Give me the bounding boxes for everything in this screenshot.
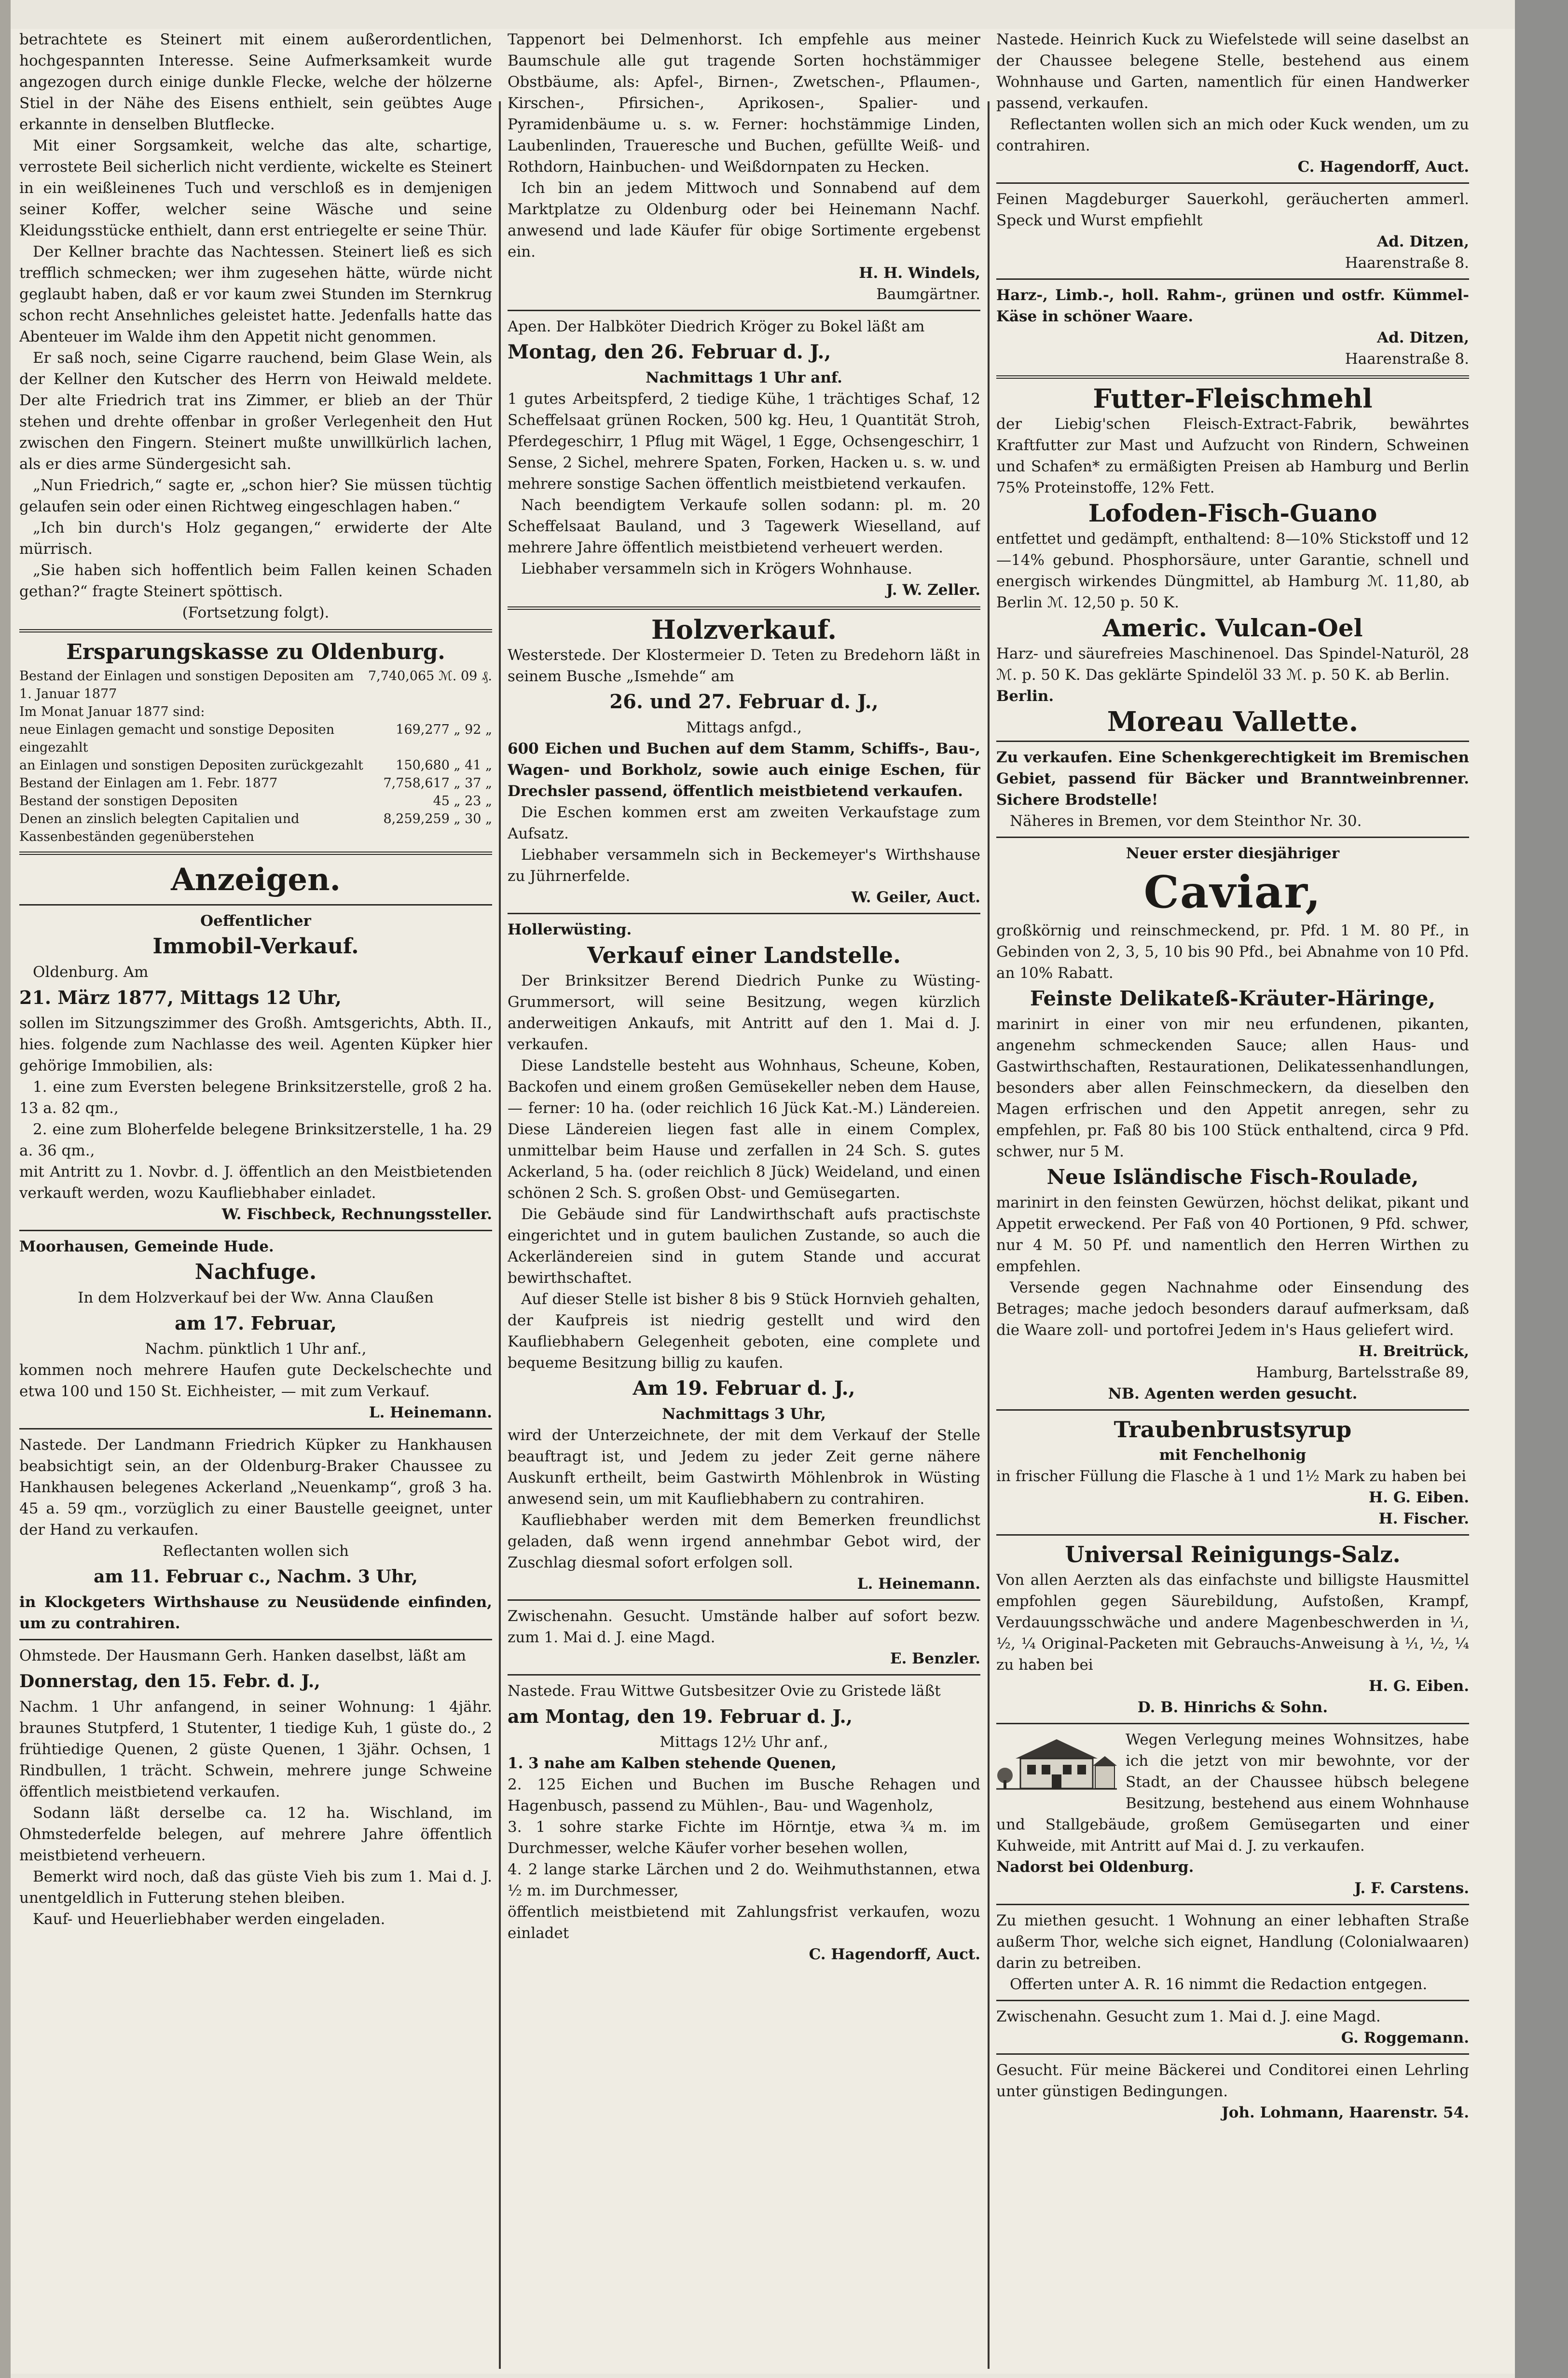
ad-zwischenahn-roggemann: [996, 2006, 1469, 2048]
divider: [996, 182, 1469, 184]
ad-text: Offerten unter A. R. 16 nimmt die Redaction entgegen.: [1010, 1976, 1428, 1993]
ad-text: Ich bin an jedem Mittwoch und Sonnabend auf dem Marktplatze zu Oldenburg oder bei Heinemann Nachf. anwesend und lade Käufer für obige Sortimente ergebenst ein.: [508, 179, 980, 261]
ad-signature: L. Heinemann.: [857, 1575, 980, 1593]
ad-title: Holzverkauf.: [651, 614, 837, 645]
ad-zwischenahn-benzler: [508, 1606, 980, 1669]
ad-traubenbrustsyrup: [996, 1416, 1469, 1529]
scan-right-margin: [1515, 0, 1568, 2378]
column-2: [508, 29, 980, 2359]
story-paragraph: betrachtete es Steinert mit einem außerordentlichen, hochgespannten Interesse. Seine Aufmerksamkeit wurde angezogen durch einige dunkle Flecke, welche der hölzerne Stiel in der Nähe des Eisens enthielt, sein geübtes Auge erkannte in denselben Blutflecke.: [19, 31, 492, 133]
ad-text: in frischer Füllung die Flasche à 1 und 1½ Mark zu haben bei: [996, 1468, 1466, 1485]
ad-signature: H. Fischer.: [1378, 1510, 1469, 1527]
ad-firm-name: D. B. Hinrichs & Sohn.: [1137, 1699, 1328, 1716]
ad-signature: H. G. Eiben.: [1369, 1489, 1469, 1506]
ad-carstens-house: [996, 1729, 1469, 1899]
ad-signature-title: Baumgärtner.: [876, 286, 980, 303]
ad-list-item: 1. 3 nahe am Kalben stehende Quenen,: [508, 1755, 837, 1772]
ad-text: Tappenort bei Delmenhorst. Ich empfehle aus meiner Baumschule alle gut tragende Sorten hochstämmiger Obstbäume, als: Apfel-, Birnen-, Zwetschen-, Pflaumen-, Kirschen-, Pfirsichen-, Aprikosen-, Spalier- und Pyramidenbäume u. s. w. Ferner: hochstämmige Linden, Laubenlinden, Traueresche und Buchen, gefüllte Weiß- und Rothdorn, Hainbuchen- und Weißdornpaten zu Hecken.: [508, 31, 980, 176]
ad-pretitle: Oeffentlicher: [200, 912, 311, 930]
divider: [19, 1230, 492, 1231]
ad-nachfuge: [19, 1236, 492, 1423]
ad-time: Mittags anfgd.,: [686, 719, 802, 736]
row-value: 8,259,259 „ 30 „: [383, 811, 492, 826]
ad-list-item: 4. 2 lange starke Lärchen und 2 do. Weihmuthstannen, etwa ½ m. im Durchmesser,: [508, 1861, 980, 1899]
divider: [508, 310, 980, 311]
ad-text: Zu miethen gesucht. 1 Wohnung an einer lebhaften Straße außerm Thor, welche sich eignet, Handlung (Colonialwaaren) darin zu betreiben.: [996, 1912, 1469, 1972]
ad-landstelle: [508, 919, 980, 1594]
row-label: neue Einlagen gemacht und sonstige Depositen eingezahlt: [19, 722, 335, 755]
divider: [996, 1723, 1469, 1724]
ad-signature: Joh. Lohmann, Haarenstr. 54.: [1222, 2104, 1469, 2121]
ad-text: Reflectanten wollen sich an mich oder Kuck wenden, um zu contrahiren.: [996, 116, 1469, 154]
ad-signature: C. Hagendorff, Auct.: [1297, 158, 1469, 176]
ad-text: marinirt in einer von mir neu erfundenen, pikanten, angenehm schmeckenden Sauce; allen Haus- und Gastwirthschaften, Restaurationen, Delikatessenhandlungen, besonders aber allen Feinschmeckern, da dieselben den Magen erfrischen und den Appetit anregen, sehr zu empfehlen, pr. Faß 80 bis 100 Stück enthaltend, circa 9 Pfd. schwer, nur 5 M.: [996, 1016, 1469, 1160]
ad-time: Mittags 12½ Uhr anf.,: [660, 1733, 828, 1751]
ad-date: am 11. Februar c., Nachm. 3 Uhr,: [94, 1567, 418, 1587]
table-row: [19, 774, 492, 792]
ad-note: NB. Agenten werden gesucht.: [1108, 1385, 1358, 1402]
divider: [19, 1639, 492, 1640]
ad-lohmann: [996, 2060, 1469, 2123]
ad-signature: C. Hagendorff, Auct.: [809, 1946, 980, 1963]
ad-text: Versende gegen Nachnahme oder Einsendung des Betrages; mache jedoch besonders darauf aufmerksam, daß die Waare zoll- und portofrei Jedem in's Haus geliefert wird.: [996, 1279, 1469, 1339]
ad-holzverkauf: [508, 616, 980, 908]
story-paragraph: Er saß noch, seine Cigarre rauchend, beim Glase Wein, als der Kellner den Kutscher des Herrn von Heiwald meldete. Der alte Friedrich trat ins Zimmer, er blieb an der Thür stehen und drehte offenbar in großer Verlegenheit den Hut zwischen den Fingern. Steinert mußte unwillkürlich lachen, als er dies arme Sündergesicht sah.: [19, 349, 492, 473]
ad-text: Bemerkt wird noch, daß das güste Vieh bis zum 1. Mai d. J. unentgeldlich in Futterung stehen bleiben.: [19, 1868, 492, 1907]
table-row: [19, 721, 492, 756]
ad-address: Haarenstraße 8.: [1345, 254, 1469, 272]
ad-date: 26. und 27. Februar d. J.,: [609, 690, 879, 713]
ad-text: Auf dieser Stelle ist bisher 8 bis 9 Stück Hornvieh gehalten, der Kaufpreis ist niedrig gestellt und wird den Kaufliebhabern Gelegenheit geboten, eine complete und bequeme Besitzung billig zu kaufen.: [508, 1291, 980, 1372]
divider: [996, 1904, 1469, 1905]
ad-list-item: 2. 125 Eichen und Buchen im Busche Rehagen und Hagenbusch, passend zu Mühlen-, Bau- und Wagenholz,: [508, 1776, 980, 1814]
ad-signature: W. Fischbeck, Rechnungssteller.: [221, 1206, 492, 1223]
ad-title: Neue Isländische Fisch-Roulade,: [1046, 1165, 1419, 1189]
ad-text: Zu verkaufen. Eine Schenkgerechtigkeit im Bremischen Gebiet, passend für Bäcker und Branntweinbrenner. Sichere Brodstelle!: [996, 749, 1469, 809]
row-value: 7,740,065 ℳ. 09 ₰.: [368, 669, 492, 684]
ad-subtitle: mit Fenchelhonig: [1159, 1446, 1307, 1464]
ad-nastede-wiefelstede: [996, 29, 1469, 178]
ad-text: Die Gebäude sind für Landwirthschaft aufs practischste eingerichtet und in gutem baulichen Zustande, so auch die Ackerländereien sind in gutem Stande und accurat bewirthschaftet.: [508, 1206, 980, 1287]
story-paragraph: Der Kellner brachte das Nachtessen. Steinert ließ es sich trefflich schmecken; wer ihm zugesehen hätte, würde nicht geglaubt haben, daß er vor kaum zwei Stunden im Sternkrug schon recht Ansehnliches geleistet hatte. Jedenfalls hatte das Abenteuer im Walde ihm den Appetit nicht genommen.: [19, 243, 492, 345]
divider: [19, 629, 492, 632]
ad-reinigungs-salz: [996, 1540, 1469, 1718]
row-label: Bestand der Einlagen und sonstigen Depositen am 1. Januar 1877: [19, 669, 354, 701]
ad-text: sollen im Sitzungszimmer des Großh. Amtsgerichts, Abth. II., hies. folgende zum Nachlasse des weil. Agenten Küpker hier gehörige Immobilien, als:: [19, 1015, 492, 1074]
ad-signature: J. F. Carstens.: [1354, 1880, 1469, 1897]
ad-time: Nachmittags 1 Uhr anf.: [646, 369, 842, 386]
divider: [508, 606, 980, 610]
ad-text: Harz-, Limb.-, holl. Rahm-, grünen und ostfr. Kümmel-Käse in schöner Waare.: [996, 287, 1469, 325]
ad-list-item: 2. eine zum Bloherfelde belegene Brinksitzerstelle, 1 ha. 29 a. 36 qm.,: [19, 1121, 492, 1159]
ad-text: Gesucht. Für meine Bäckerei und Conditorei einen Lehrling unter günstigen Bedingungen.: [996, 2062, 1469, 2100]
ad-text: Wegen Verlegung meines Wohnsitzes, habe ich die jetzt von mir bewohnte, vor der Stadt, an der Chaussee hübsch belegene Besitzung, bestehend aus einem Wohnhause und Stallgebäude, großem Gemüsegarten und einer Kuhweide, mit Antritt auf Mai d. J. zu verkaufen.: [996, 1731, 1469, 1855]
table-row: [19, 703, 492, 721]
story-paragraph: Mit einer Sorgsamkeit, welche das alte, schartige, verrostete Beil sicherlich nicht verdiente, wickelte es Steinert in ein weißleinenes Tuch und verschloß es in demjenigen seiner Koffer, welcher seine Wäsche und seine Kleidungsstücke enthielt, dann erst entriegelte er seine Thür.: [19, 137, 492, 239]
ad-signature: H. Breitrück,: [1358, 1343, 1469, 1360]
ad-place: Nadorst bei Oldenburg.: [996, 1858, 1194, 1876]
row-value: 7,758,617 „ 37 „: [383, 776, 492, 791]
table-row: [19, 810, 492, 846]
ad-list-item: 3. 1 sohre starke Fichte im Hörntje, etwa ¾ m. im Durchmesser, welche Käufer vorher besehen wollen,: [508, 1818, 980, 1857]
ad-text: Nastede. Der Landmann Friedrich Küpker zu Hankhausen beabsichtigt sein, an der Oldenburg-Braker Chaussee zu Hankhausen belegenes Ackerland „Neuenkamp“, groß 3 ha. 45 a. 59 qm., vorzüglich zu einer Baustelle geeignet, unter der Hand zu verkaufen.: [19, 1436, 492, 1539]
ad-text: in Klockgeters Wirthshause zu Neusüdende einfinden, um zu contrahiren.: [19, 1594, 492, 1632]
ad-title: Futter-Fleischmehl: [1093, 383, 1373, 414]
ad-signature: E. Benzler.: [890, 1650, 980, 1667]
ad-text: Liebhaber versammeln sich in Beckemeyer's Wirthshause zu Jührnerfelde.: [508, 846, 980, 885]
ad-text: mit Antritt zu 1. Novbr. d. J. öffentlich an den Meistbietenden verkauft werden, wozu Kaufliebhaber einladet.: [19, 1163, 492, 1202]
ad-text: 1 gutes Arbeitspferd, 2 tiedige Kühe, 1 trächtiges Schaf, 12 Scheffelsaat grünen Rocken, 500 kg. Heu, 1 Quantität Stroh, Pferdegeschirr, 1 Pflug mit Wägel, 1 Egge, Ochsengeschirr, 1 Sense, 2 Sichel, mehrere Spaten, Forken, Hacken u. s. w. und mehrere sonstige Sachen öffentlich meistbietend verkaufen.: [508, 390, 980, 493]
ad-title: Traubenbrustsyrup: [1114, 1416, 1352, 1443]
scan-left-edge: [0, 0, 11, 2378]
ad-date: Montag, den 26. Februar d. J.,: [508, 341, 831, 363]
row-value: 169,277 „ 92 „: [396, 722, 492, 737]
savings-table: [19, 667, 492, 846]
divider: [508, 913, 980, 914]
newspaper-page: [11, 29, 1515, 2374]
ad-address: Hamburg, Bartelsstraße 89,: [1256, 1364, 1469, 1381]
divider: [996, 1534, 1469, 1536]
ad-nastede-hankhausen: [19, 1434, 492, 1634]
ad-text: Zwischenahn. Gesucht. Umstände halber auf sofort bezw. zum 1. Mai d. J. eine Magd.: [508, 1608, 980, 1646]
ad-time: Nachm. pünktlich 1 Uhr anf.,: [145, 1340, 367, 1358]
ad-text: Von allen Aerzten als das einfachste und billigste Hausmittel empfohlen gegen Säurebildung, Aufstoßen, Krampf, Verdauungsschwäche und andere Magenbeschwerden in ⅟₁, ½, ¼ Original-Packeten mit Gebrauchs-Anweisung à ⅟₁, ½, ¼ zu haben bei: [996, 1571, 1469, 1674]
ad-ditzen-sauerkohl: [996, 189, 1469, 274]
section-heading-anzeigen: Anzeigen.: [171, 862, 341, 898]
ad-signature: Ad. Ditzen,: [1377, 329, 1469, 346]
divider: [508, 1674, 980, 1676]
ad-text: Der Brinksitzer Berend Diedrich Punke zu Wüsting-Grummersort, will seine Besitzung, wegen kürzlich anderweitigen Ankaufs, mit Antritt auf den 1. Mai d. J. verkaufen.: [508, 972, 980, 1053]
row-label: Bestand der sonstigen Depositen: [19, 794, 238, 809]
ad-title: Caviar,: [1143, 866, 1322, 918]
column-rule: [988, 101, 990, 2369]
column-1: [19, 29, 492, 2359]
row-label: Bestand der Einlagen am 1. Febr. 1877: [19, 776, 278, 791]
ad-text: Näheres in Bremen, vor dem Steinthor Nr. 30.: [1010, 812, 1362, 830]
ad-text: Liebhaber versammeln sich in Krögers Wohnhause.: [521, 560, 912, 577]
ad-title: Lofoden-Fisch-Guano: [1088, 499, 1377, 527]
column-rule: [499, 101, 501, 2369]
ad-signature: H. H. Windels,: [859, 264, 980, 282]
house-illustration: [996, 1732, 1117, 1795]
ad-text: entfettet und gedämpft, enthaltend: 8—10% Stickstoff und 12—14% gebund. Phosphorsäure, unter Garantie, schnell und energisch wirkendes Düngmittel, ab Hamburg ℳ. 11,80, ab Berlin ℳ. 12,50 p. 50 K.: [996, 530, 1469, 611]
ad-text: Apen. Der Halbköter Diedrich Kröger zu Bokel läßt am: [508, 318, 925, 335]
ad-text: der Liebig'schen Fleisch-Extract-Fabrik, bewährtes Kraftfutter zur Mast und Aufzucht von Rindern, Schweinen und Schafen* zu ermäßigten Preisen ab Hamburg und Berlin 75% Proteinstoffe, 12% Fett.: [996, 415, 1469, 496]
ad-text: Nastede. Frau Wittwe Gutsbesitzer Ovie zu Gristede läßt: [508, 1682, 941, 1700]
ad-signature: W. Geiler, Auct.: [851, 889, 980, 906]
ad-text: Westerstede. Der Klostermeier D. Teten zu Bredehorn läßt in seinem Busche „Ismehde“ am: [508, 646, 980, 685]
ad-address: Haarenstraße 8.: [1345, 350, 1469, 368]
table-row: [19, 756, 492, 774]
ad-nastede-gristede: [508, 1680, 980, 1965]
ad-text: Kaufliebhaber werden mit dem Bemerken freundlichst geladen, daß wenn irgend annehmbar Gebot wird, der Zuschlag diesmal sofort erfolgen soll.: [508, 1512, 980, 1571]
ad-time: Nachmittags 3 Uhr,: [662, 1405, 826, 1423]
ad-text: Zwischenahn. Gesucht zum 1. Mai d. J. eine Magd.: [996, 2008, 1381, 2025]
table-row: [19, 667, 492, 703]
divider: [996, 375, 1469, 379]
ad-signature: J. W. Zeller.: [886, 581, 980, 599]
divider: [19, 852, 492, 855]
row-label: Denen an zinslich belegten Capitalien und Kassenbeständen gegenüberstehen: [19, 811, 300, 844]
table-row: [19, 792, 492, 810]
ad-fleischmehl: [996, 385, 1469, 736]
divider: [996, 2053, 1469, 2055]
ad-date: Am 19. Februar d. J.,: [633, 1377, 855, 1400]
ad-ditzen-kaese: [996, 285, 1469, 370]
ad-signature: Ad. Ditzen,: [1377, 233, 1469, 250]
ad-title: Feinste Delikateß-Kräuter-Häringe,: [1030, 987, 1436, 1010]
ad-schenkgerechtigkeit: [996, 747, 1469, 832]
ad-date: am 17. Februar,: [175, 1312, 337, 1334]
ad-pretitle: Neuer erster diesjähriger: [1126, 845, 1340, 862]
divider: [508, 1599, 980, 1601]
column-3: [996, 29, 1469, 2359]
ad-signature: G. Roggemann.: [1341, 2029, 1469, 2047]
divider: [996, 1409, 1469, 1411]
ad-place: Moorhausen, Gemeinde Hude.: [19, 1238, 274, 1255]
divider: [19, 1428, 492, 1430]
divider: [996, 278, 1469, 280]
ad-firm-name: Moreau Vallette.: [1107, 706, 1359, 738]
ad-signature: L. Heinemann.: [369, 1404, 492, 1421]
ad-immobil-verkauf: [19, 910, 492, 1225]
serial-story: [19, 29, 492, 623]
story-paragraph: „Nun Friedrich,“ sagte er, „schon hier? Sie müssen tüchtig gelaufen sein oder einen Richtweg eingeschlagen haben.“: [19, 477, 492, 515]
ad-list-item: 1. eine zum Eversten belegene Brinksitzerstelle, groß 2 ha. 13 a. 82 qm.,: [19, 1078, 492, 1117]
ad-text: Harz- und säurefreies Maschinenoel. Das Spindel-Naturöl, 28 ℳ. p. 50 K. Das geklärte Spindelöl 33 ℳ. p. 50 K. ab Berlin.: [996, 645, 1469, 684]
ad-date: 21. März 1877, Mittags 12 Uhr,: [19, 987, 342, 1008]
ad-text: Diese Landstelle besteht aus Wohnhaus, Scheune, Koben, Backofen und einem großen Gemüsekeller neben dem Hause, — ferner: 10 ha. (oder reichlich 16 Jück Kat.-M.) Ländereien. Diese Ländereien liegen fast alle in einem Complex, unmittelbar beim Hause und zerfallen in 24 Sch. S. gutes Ackerland, 5 ha. (oder reichlich 8 Jück) Weideland, und einen schönen 2 Sch. S. großen Obst- und Gemüsegarten.: [508, 1057, 980, 1202]
ad-text: großkörnig und reinschmeckend, pr. Pfd. 1 M. 80 Pf., in Gebinden von 2, 3, 5, 10 bis 90 Pfd., bei Abnahme von 10 Pfd. an 10% Rabatt.: [996, 922, 1469, 982]
row-label: Im Monat Januar 1877 sind:: [19, 704, 205, 719]
ad-text: Ohmstede. Der Hausmann Gerh. Hanken daselbst, läßt am: [19, 1647, 467, 1664]
ad-signature: H. G. Eiben.: [1369, 1677, 1469, 1695]
ad-text: wird der Unterzeichnete, der mit dem Verkauf der Stelle beauftragt ist, und Jedem zu jeder Zeit gerne nähere Auskunft ertheilt, beim Gastwirth Möhlenbrok in Wüsting anwesend sein, um mit Kaufliebhabern zu contrahiren.: [508, 1427, 980, 1508]
divider: [19, 904, 492, 906]
ad-text: Die Eschen kommen erst am zweiten Verkaufstage zum Aufsatz.: [508, 804, 980, 842]
ad-text: Nachm. 1 Uhr anfangend, in seiner Wohnung: 1 4jähr. braunes Stutpferd, 1 Stutenter, 1 tiedige Kuh, 1 güste do., 2 frühtiedige Quenen, 2 güste Quenen, 1 3jähr. Ochsen, 1 Rindbullen, 1 trächt. Schwein, mehrere junge Schweine öffentlich meistbietend verkaufen.: [19, 1698, 492, 1801]
ad-text: Reflectanten wollen sich: [163, 1542, 349, 1560]
ad-text: marinirt in den feinsten Gewürzen, höchst delikat, pikant und Appetit erweckend. Per Faß von 40 Portionen, 9 Pfd. schwer, nur 4 M. 50 Pf. und namentlich den Herren Wirthen zu empfehlen.: [996, 1194, 1469, 1275]
story-continuation-note: (Fortsetzung folgt).: [182, 604, 330, 621]
ad-place: Hollerwüsting.: [508, 921, 632, 938]
ad-place: Oldenburg. Am: [33, 963, 149, 981]
row-value: 150,680 „ 41 „: [396, 758, 492, 773]
ad-caviar: [996, 843, 1469, 1404]
divider: [996, 837, 1469, 838]
story-paragraph: „Ich bin durch's Holz gegangen,“ erwiderte der Alte mürrisch.: [19, 519, 492, 558]
ad-date: Donnerstag, den 15. Febr. d. J.,: [19, 1671, 320, 1691]
row-value: 45 „ 23 „: [433, 794, 492, 809]
row-label: an Einlagen und sonstigen Depositen zurückgezahlt: [19, 758, 363, 773]
ad-title: Universal Reinigungs-Salz.: [1065, 1541, 1401, 1567]
divider: [996, 741, 1469, 742]
ad-text: Feinen Magdeburger Sauerkohl, geräucherten ammerl. Speck und Wurst empfiehlt: [996, 191, 1469, 229]
ad-text: Kauf- und Heuerliebhaber werden eingeladen.: [33, 1911, 385, 1928]
ad-text: 600 Eichen und Buchen auf dem Stamm, Schiffs-, Bau-, Wagen- und Borkholz, sowie auch einige Eschen, für Drechsler passend, öffentlich meistbietend verkaufen.: [508, 740, 980, 800]
savings-bank-report: [19, 638, 492, 846]
ad-place: Berlin.: [996, 687, 1054, 705]
savings-bank-title: Ersparungskasse zu Oldenburg.: [66, 640, 445, 664]
ad-text: Sodann läßt derselbe ca. 12 ha. Wischland, im Ohmstederfelde belegen, auf mehrere Jahre öffentlich meistbietend verheuern.: [19, 1804, 492, 1864]
ad-text: In dem Holzverkauf bei der Ww. Anna Claußen: [78, 1289, 434, 1306]
ad-title: Americ. Vulcan-Oel: [1102, 614, 1363, 642]
ad-date: am Montag, den 19. Februar d. J.,: [508, 1705, 853, 1727]
story-paragraph: „Sie haben sich hoffentlich beim Fallen keinen Schaden gethan?“ fragte Steinert spöttisch.: [19, 562, 492, 600]
ad-apen: [508, 316, 980, 601]
ad-title: Nachfuge.: [194, 1260, 317, 1284]
ad-title: Immobil-Verkauf.: [152, 934, 359, 959]
ad-text: kommen noch mehrere Haufen gute Deckelschechte und etwa 100 und 150 St. Eichheister, — mit zum Verkauf.: [19, 1361, 492, 1400]
ad-baumschule: [508, 29, 980, 305]
ad-text: öffentlich meistbietend mit Zahlungsfrist verkaufen, wozu einladet: [508, 1903, 980, 1942]
ad-zu-miethen: [996, 1910, 1469, 1995]
ad-ohmstede: [19, 1645, 492, 1930]
ad-text: Nach beendigtem Verkaufe sollen sodann: pl. m. 20 Scheffelsaat Bauland, und 3 Tagewerk Wieselland, auf mehrere Jahre öffentlich meistbietend verheuert werden.: [508, 496, 980, 556]
ad-text: Nastede. Heinrich Kuck zu Wiefelstede will seine daselbst an der Chaussee belegene Stelle, bestehend aus einem Wohnhause und Garten, namentlich für einen Handwerker passend, verkaufen.: [996, 31, 1469, 112]
divider: [996, 2000, 1469, 2001]
ad-title: Verkauf einer Landstelle.: [587, 942, 901, 968]
